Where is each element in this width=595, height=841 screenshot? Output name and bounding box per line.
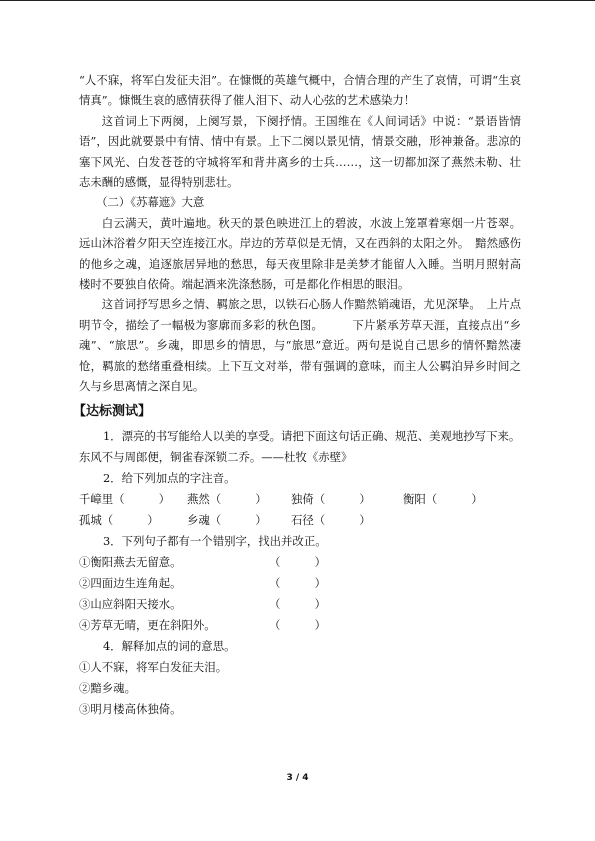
q3-item-text: ③山应斜阳天接水。 [79,596,182,611]
q3-item-paren: （ ） [269,554,326,569]
test-section-title: 【达标测试】 [73,403,152,419]
q3-item [79,552,521,573]
question-1: 1．漂亮的书写能给人以美的享受。请把下面这句话正确、规范、美观地抄写下来。 [102,428,521,443]
q2-row-2 [79,510,521,531]
q3-item [79,594,521,615]
paragraph-3: 白云满天，黄叶遍地。秋天的景色映进江上的碧波，水波上笼罩着寒烟一片苍翠。远山沐浴着夕阳天空连接江水。岸边的芳草似是无情，又在西斜的太阳之外。 黯然感伤的他乡之魂，追逐旅居异地的愁思，每天夜里除非是美梦才能留人入睡。当明月照射高楼时不要独自依倚。端起酒来洗涤愁肠，可是都化作相思的眼泪。 [79,215,521,292]
q3-item-text: ④芳草无晴，更在斜阳外。 [79,617,216,632]
q3-item [79,573,521,594]
q2-item: 独倚（ ） [291,491,371,506]
q3-item-paren: （ ） [269,617,326,632]
q3-item-paren: （ ） [269,596,326,611]
q2-item: 乡魂（ ） [187,512,267,527]
question-2: 2．给下列加点的字注音。 [102,470,236,485]
document-body [73,70,521,720]
paragraph-4: 这首词抒写思乡之情、羁旅之思，以铁石心肠人作黯然销魂语，尤见深挚。 上片点明节令，描绘了一幅极为寥廓而多彩的秋色图。 下片紧承芳草天涯，直接点出“乡魂”、“旅思”。乡魂，即思乡的情思，与“旅思”意近。两句是说自己思乡的情怀黯然凄怆，羁旅的愁绪重叠相续。上下互文对举，带有强调的意味，而主人公羁泊异乡时间之久与乡思离情之深自见。 [79,297,521,394]
q3-item-paren: （ ） [269,575,326,590]
paragraph-2: 这首词上下两阕，上阕写景，下阕抒情。王国维在《人间词话》中说：“景语皆情语”，因此就要景中有情、情中有景。上下二阕以景见情，情景交融，形神兼备。悲凉的塞下风光、白发苍苍的守城将军和背井离乡的士兵……，这一切都加深了燕然未勒、壮志未酬的感慨，显得特别悲壮。 [79,113,521,190]
q4-item: ③明月楼高休独倚。 [79,701,182,716]
page-number: 3 / 4 [286,773,309,783]
q3-item-text: ①衡阳燕去无留意。 [79,554,182,569]
question-4: 4．解释加点的词的意思。 [102,638,236,653]
question-1-text: 东风不与周郎便，铜雀春深锁二乔。——杜牧《赤壁》 [79,449,353,464]
q2-item: 石径（ ） [291,512,371,527]
paragraph-1: “人不寐，将军白发征夫泪”。在慷慨的英雄气概中，合情合理的产生了哀情，可谓“生哀情真”。慷慨生哀的感情获得了催人泪下、动人心弦的艺术感染力！ [79,73,521,108]
q3-item-text: ②四面边生连角起。 [79,575,182,590]
q2-item: 燕然（ ） [187,491,267,506]
q2-item: 衡阳（ ） [403,491,483,506]
top-rule [0,0,595,1]
q2-item: 孤城（ ） [79,512,159,527]
question-3: 3．下列句子都有一个错别字，找出并改正。 [102,533,327,548]
q2-item: 千嶂里（ ） [79,491,171,506]
sub-heading: （二）《苏幕遮》大意 [96,195,205,210]
q2-row-1 [79,489,521,510]
q4-item: ①人不寐，将军白发征夫泪。 [79,659,228,674]
q3-item [79,615,521,636]
q4-item: ②黯乡魂。 [79,680,136,695]
